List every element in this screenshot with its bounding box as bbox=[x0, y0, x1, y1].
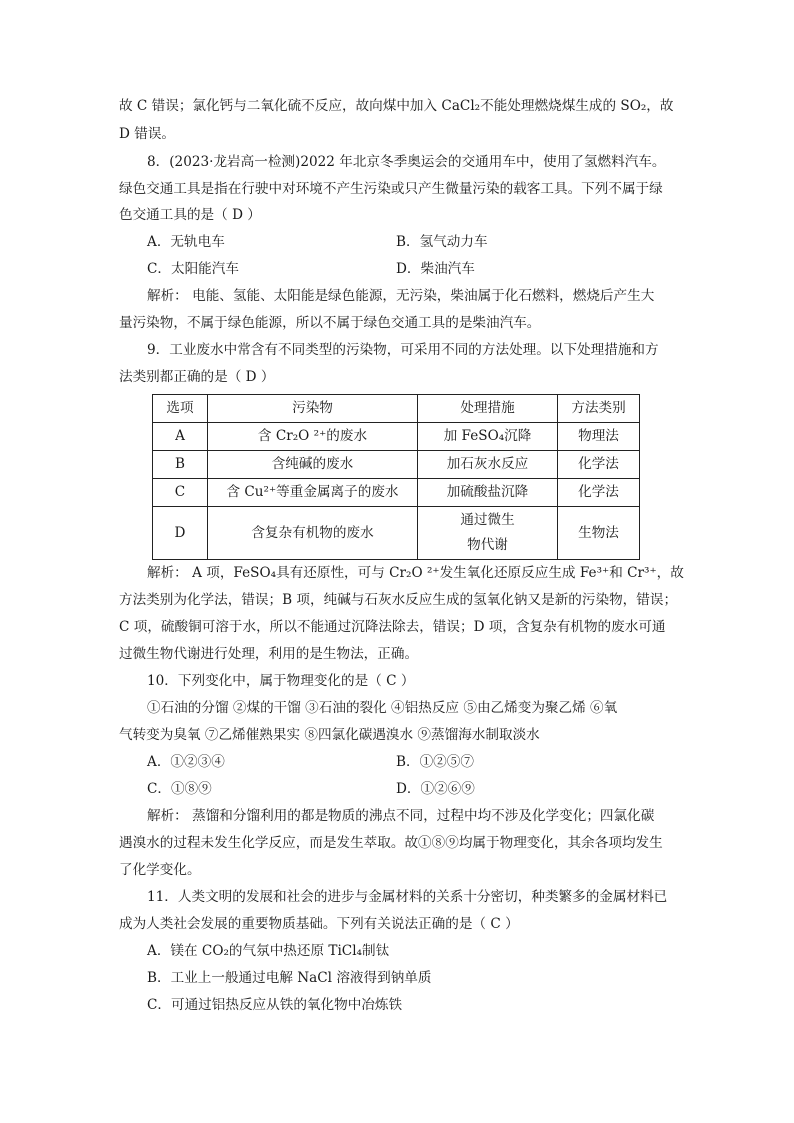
text-line: D 错误。 bbox=[119, 126, 176, 142]
table-cell: 含 Cu²⁺等重金属离子的废水 bbox=[208, 479, 418, 507]
table-cell: 加 FeSO₄沉降 bbox=[418, 423, 558, 451]
option-d: D．①②⑥⑨ bbox=[396, 781, 475, 797]
explanation: 量污染物，不属于绿色能源，所以不属于绿色交通工具的是柴油汽车。 bbox=[119, 315, 541, 331]
option-a: A．无轨电车 bbox=[147, 234, 225, 250]
question-stem: 11．人类文明的发展和社会的进步与金属材料的关系十分密切，种类繁多的金属材料已 bbox=[147, 889, 668, 905]
table-cell: 物理法 bbox=[558, 423, 640, 451]
table-cell: 加硫酸盐沉降 bbox=[418, 479, 558, 507]
question-stem: 气转变为臭氧 ⑦乙烯催熟果实 ⑧四氯化碳遇溴水 ⑨蒸馏海水制取淡水 bbox=[119, 727, 540, 743]
cell-line: 通过微生 bbox=[460, 512, 515, 528]
table-cell: C bbox=[153, 479, 208, 507]
option-a: A．镁在 CO₂的气氛中热还原 TiCl₄制钛 bbox=[147, 943, 390, 959]
pollutant-table bbox=[152, 394, 640, 560]
explanation: 解析： 电能、氢能、太阳能是绿色能源，无污染，柴油属于化石燃料，燃烧后产生大 bbox=[147, 288, 655, 304]
table-cell: 含复杂有机物的废水 bbox=[208, 507, 418, 560]
question-stem: 绿色交通工具是指在行驶中对环境不产生污染或只产生微量污染的载客工具。下列不属于绿 bbox=[119, 181, 663, 197]
table-cell: D bbox=[153, 507, 208, 560]
table-cell bbox=[418, 507, 558, 560]
table-cell: 化学法 bbox=[558, 451, 640, 479]
explanation: 方法类别为化学法，错误；B 项，纯碱与石灰水反应生成的氢氧化钠又是新的污染物，错误； bbox=[119, 592, 678, 608]
table-row bbox=[153, 479, 640, 507]
table-cell: 加石灰水反应 bbox=[418, 451, 558, 479]
table-cell: 生物法 bbox=[558, 507, 640, 560]
question-stem: 法类别都正确的是（ D ） bbox=[119, 369, 275, 385]
table-header: 处理措施 bbox=[418, 395, 558, 423]
table-header: 方法类别 bbox=[558, 395, 640, 423]
table-row bbox=[153, 507, 640, 560]
table-cell: 含 Cr₂O ²⁺的废水 bbox=[208, 423, 418, 451]
option-c: C．太阳能汽车 bbox=[147, 261, 239, 277]
table-cell: 含纯碱的废水 bbox=[208, 451, 418, 479]
explanation: 过微生物代谢进行处理，利用的是生物法，正确。 bbox=[119, 646, 419, 662]
table-cell: B bbox=[153, 451, 208, 479]
explanation: 解析： 蒸馏和分馏利用的都是物质的沸点不同，过程中均不涉及化学变化；四氯化碳 bbox=[147, 808, 655, 824]
option-b: B．①②⑤⑦ bbox=[396, 754, 474, 770]
option-b: B．工业上一般通过电解 NaCl 溶液得到钠单质 bbox=[147, 970, 432, 986]
option-c: C．①⑧⑨ bbox=[147, 781, 212, 797]
explanation: 遇溴水的过程未发生化学反应，而是发生萃取。故①⑧⑨均属于物理变化，其余各项均发生 bbox=[119, 835, 663, 851]
explanation: C 项，硫酸铜可溶于水，所以不能通过沉降法除去，错误；D 项，含复杂有机物的废水可通 bbox=[119, 619, 666, 635]
text-line: 故 C 错误；氯化钙与二氧化硫不反应，故向煤中加入 CaCl₂不能处理燃烧煤生成的 SO₂，故 bbox=[119, 98, 674, 114]
question-stem: 10．下列变化中，属于物理变化的是（ C ） bbox=[147, 673, 415, 689]
option-a: A．①②③④ bbox=[147, 754, 225, 770]
option-c: C．可通过铝热反应从铁的氧化物中冶炼铁 bbox=[147, 997, 403, 1013]
explanation: 解析： A 项，FeSO₄具有还原性，可与 Cr₂O ²⁺发生氧化还原反应生成 Fe³⁺和 Cr³⁺，故 bbox=[147, 565, 684, 581]
question-stem: 色交通工具的是（ D ） bbox=[119, 207, 261, 223]
question-stem: 8．(2023·龙岩高一检测)2022 年北京冬季奥运会的交通用车中，使用了氢燃料汽车。 bbox=[147, 154, 666, 170]
table-cell: 化学法 bbox=[558, 479, 640, 507]
question-stem: 9．工业废水中常含有不同类型的污染物，可采用不同的方法处理。以下处理措施和方 bbox=[147, 342, 659, 358]
table-header-row bbox=[153, 395, 640, 423]
explanation: 了化学变化。 bbox=[119, 862, 201, 878]
table-row bbox=[153, 423, 640, 451]
table-header: 选项 bbox=[153, 395, 208, 423]
option-d: D．柴油汽车 bbox=[396, 261, 475, 277]
question-stem: ①石油的分馏 ②煤的干馏 ③石油的裂化 ④铝热反应 ⑤由乙烯变为聚乙烯 ⑥氧 bbox=[147, 700, 618, 716]
table-cell: A bbox=[153, 423, 208, 451]
question-stem: 成为人类社会发展的重要物质基础。下列有关说法正确的是（ C ） bbox=[119, 916, 519, 932]
cell-line: 物代谢 bbox=[467, 537, 508, 553]
option-b: B．氢气动力车 bbox=[396, 234, 488, 250]
table-header: 污染物 bbox=[208, 395, 418, 423]
table-row bbox=[153, 451, 640, 479]
